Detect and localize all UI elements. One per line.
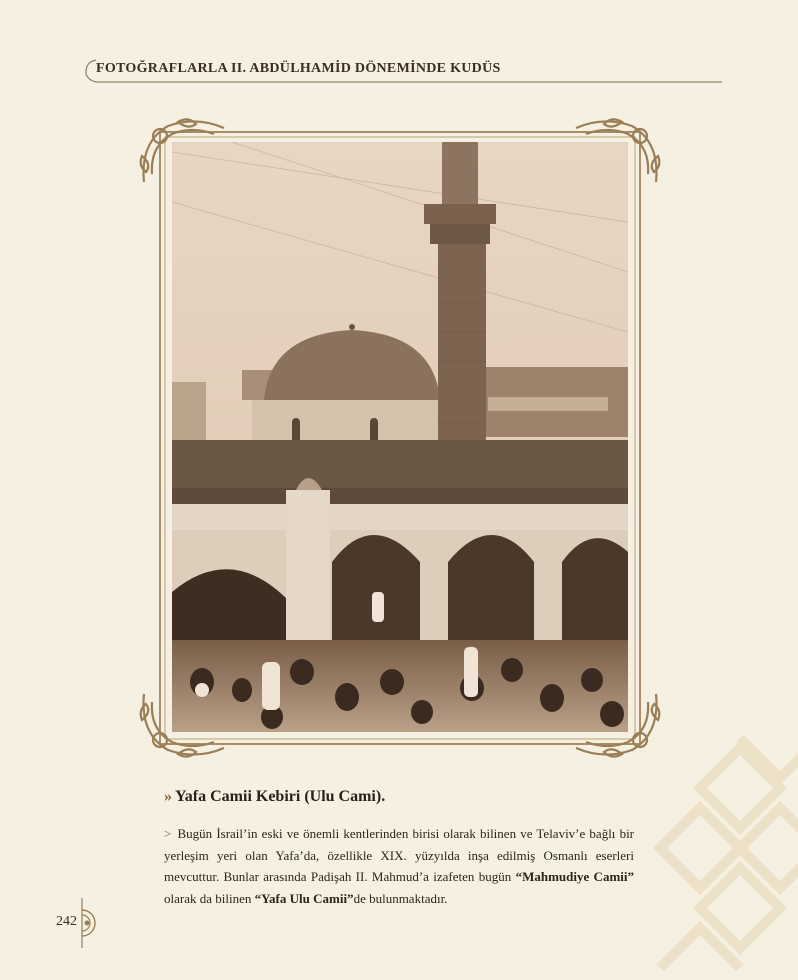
page-number: 242: [56, 914, 77, 929]
paragraph-text-1: Bugün İsrail’in eski ve önemli kentlerinden birisi olarak bilinen ve Telaviv’e bağlı bir yerleşim yeri olan Yafa’da, özellikle XIX. yüzyılda inşa edilmiş Osmanlı eserleri mevcuttur. Bunlar arasında Padişah II. Mahmud’a izafeten bugün: [164, 826, 635, 884]
background-arabesque-ornament: [640, 718, 798, 980]
body-paragraph: [164, 823, 634, 909]
paragraph-marker: >: [164, 826, 172, 841]
paragraph-text-3: de bulunmaktadır.: [353, 890, 448, 906]
page-number-ornament-icon: [80, 898, 102, 948]
paragraph-text-2: olarak da bilinen: [164, 890, 255, 906]
header-title: FOTOĞRAFLARLA II. ABDÜLHAMİD DÖNEMİNDE KUDÜS: [96, 61, 501, 76]
mosque-illustration: [172, 142, 628, 732]
paragraph-bold-1: “Mahmudiye Camii”: [515, 869, 634, 884]
caption-marker: »: [164, 788, 172, 805]
figure-caption: [164, 788, 385, 806]
photo-frame: [138, 112, 662, 764]
mosque-photograph: [172, 142, 628, 732]
paragraph-bold-2: “Yafa Ulu Camii”: [254, 890, 354, 906]
caption-text: Yafa Camii Kebiri (Ulu Cami).: [175, 788, 386, 805]
